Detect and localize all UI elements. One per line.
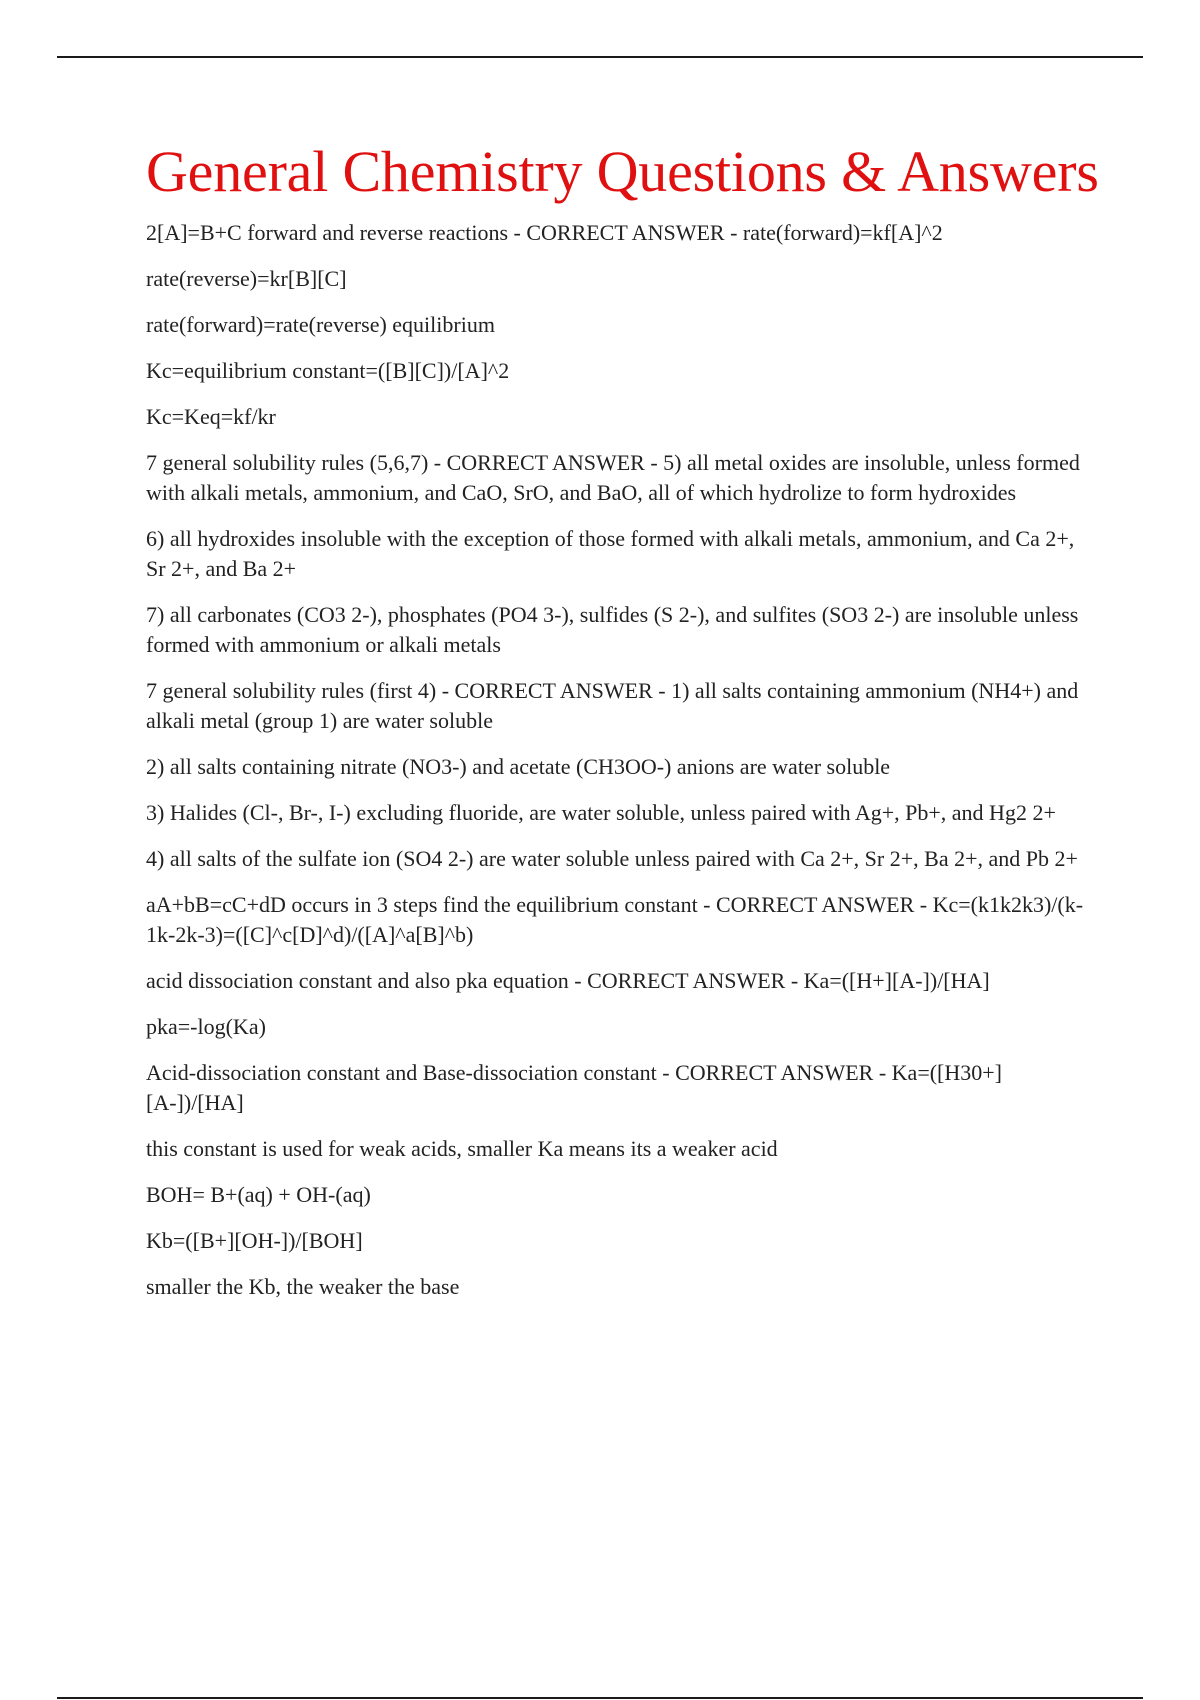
paragraph: rate(forward)=rate(reverse) equilibrium: [146, 311, 495, 337]
paragraph: 2[A]=B+C forward and reverse reactions - CORRECT ANSWER - rate(forward)=kf[A]^2: [146, 219, 943, 245]
paragraph: Kc=equilibrium constant=([B][C])/[A]^2: [146, 357, 510, 383]
paragraph: 4) all salts of the sulfate ion (SO4 2-) are water soluble unless paired with Ca 2+, Sr 2+, Ba 2+, and Pb 2+: [146, 845, 1078, 871]
paragraph: Kb=([B+][OH-])/[BOH]: [146, 1227, 363, 1253]
paragraph: aA+bB=cC+dD occurs in 3 steps find the equilibrium constant - CORRECT ANSWER - Kc=(k1k2k3)/(k-1k-2k-3)=([C]^c[D]^d)/([A]^a[B]^b): [146, 891, 1084, 947]
paragraph: acid dissociation constant and also pka equation - CORRECT ANSWER - Ka=([H+][A-])/[HA]: [146, 967, 990, 993]
paragraph: BOH= B+(aq) + OH-(aq): [146, 1181, 371, 1207]
paragraph: 2) all salts containing nitrate (NO3-) and acetate (CH3OO-) anions are water soluble: [146, 753, 891, 779]
paragraph: Acid-dissociation constant and Base-dissociation constant - CORRECT ANSWER - Ka=([H30+][A-])/[HA]: [146, 1059, 1003, 1115]
document-body: [146, 139, 1099, 1318]
page-bottom-rule: [57, 1697, 1143, 1699]
paragraph: rate(reverse)=kr[B][C]: [146, 265, 347, 291]
paragraph: pka=-log(Ka): [146, 1013, 266, 1039]
paragraph: Kc=Keq=kf/kr: [146, 403, 276, 429]
paragraph: this constant is used for weak acids, smaller Ka means its a weaker acid: [146, 1135, 778, 1161]
paragraph: smaller the Kb, the weaker the base: [146, 1273, 460, 1299]
paragraph: 7 general solubility rules (5,6,7) - CORRECT ANSWER - 5) all metal oxides are insoluble, unless formed with alkali metals, ammonium, and CaO, SrO, and BaO, all of which hydrolize to form hydroxides: [146, 449, 1080, 505]
paragraph: 3) Halides (Cl-, Br-, I-) excluding fluoride, are water soluble, unless paired with Ag+, Pb+, and Hg2 2+: [146, 799, 1056, 825]
paragraph: 7 general solubility rules (first 4) - CORRECT ANSWER - 1) all salts containing ammonium (NH4+) and alkali metal (group 1) are water soluble: [146, 677, 1079, 733]
paragraph: 6) all hydroxides insoluble with the exception of those formed with alkali metals, ammonium, and Ca 2+, Sr 2+, and Ba 2+: [146, 525, 1075, 581]
document-title: General Chemistry Questions & Answers: [146, 139, 1099, 204]
page-top-rule: [57, 56, 1143, 58]
paragraph: 7) all carbonates (CO3 2-), phosphates (PO4 3-), sulfides (S 2-), and sulfites (SO3 2-) are insoluble unless formed with ammonium or alkali metals: [146, 601, 1079, 657]
